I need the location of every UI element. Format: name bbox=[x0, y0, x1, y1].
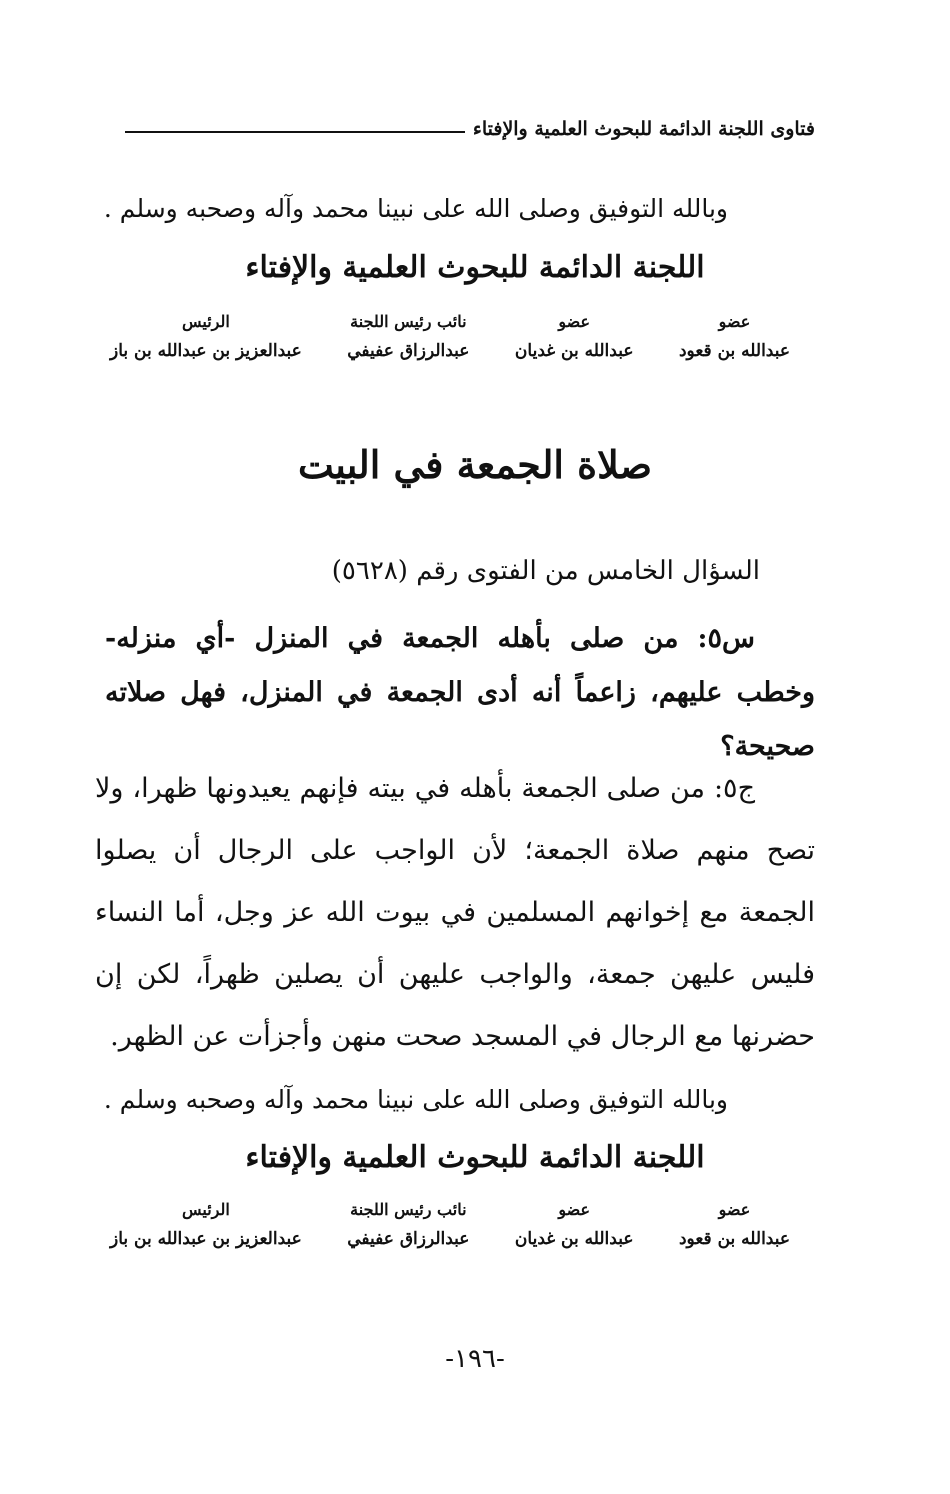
signature-role: عضو bbox=[558, 312, 591, 331]
answer-text: ج٥: من صلى الجمعة بأهله في بيته فإنهم يعيدونها ظهرا، ولا تصح منهم صلاة الجمعة؛ لأن الواجب على الرجال أن يصلوا الجمعة مع إخوانهم المسلمين في بيوت الله عز وجل، أما النساء فليس عليهن جمعة، والواجب عليهن أن يصلين ظهراً، لكن إن حضرنها مع الرجال في المسجد صحت منهن وأجزأت عن الظهر. bbox=[95, 773, 815, 1052]
signature-role: نائب رئيس اللجنة bbox=[350, 1200, 467, 1219]
section-title: صلاة الجمعة في البيت bbox=[297, 442, 653, 487]
signature-vice-chair bbox=[347, 312, 469, 361]
signature-name: عبدالله بن غديان bbox=[514, 1229, 634, 1249]
signatures-2 bbox=[110, 1200, 790, 1249]
signature-name: عبدالله بن قعود bbox=[678, 1229, 790, 1249]
signature-name: عبدالرزاق عفيفي bbox=[347, 1229, 470, 1249]
signature-chair bbox=[110, 312, 302, 361]
signature-name: عبدالعزيز بن عبدالله بن باز bbox=[110, 341, 302, 361]
signature-role: عضو bbox=[558, 1200, 591, 1219]
question-reference: السؤال الخامس من الفتوى رقم (٥٦٢٨) bbox=[331, 556, 760, 586]
committee-name-1: اللجنة الدائمة للبحوث العلمية والإفتاء bbox=[245, 250, 705, 285]
page-number: -١٩٦- bbox=[445, 1344, 505, 1374]
signature-vice-chair bbox=[347, 1200, 469, 1249]
signature-member-1 bbox=[679, 312, 790, 361]
signature-role: عضو bbox=[718, 312, 751, 331]
closing-formula-1: وبالله التوفيق وصلى الله على نبينا محمد وآله وصحبه وسلم . bbox=[103, 194, 728, 223]
signature-member-2 bbox=[515, 312, 634, 361]
signature-name: عبدالله بن غديان bbox=[514, 341, 634, 361]
signature-member-2 bbox=[515, 1200, 634, 1249]
signature-role: الرئيس bbox=[181, 1200, 230, 1219]
signature-role: نائب رئيس اللجنة bbox=[350, 312, 467, 331]
committee-name-2: اللجنة الدائمة للبحوث العلمية والإفتاء bbox=[245, 1140, 705, 1175]
signature-chair bbox=[110, 1200, 302, 1249]
signature-role: الرئيس bbox=[181, 312, 230, 331]
question-text: س٥: من صلى بأهله الجمعة في المنزل -أي منزله- وخطب عليهم، زاعماً أنه أدى الجمعة في المنزل، فهل صلاته صحيحة؟ bbox=[105, 623, 815, 762]
signature-name: عبدالرزاق عفيفي bbox=[347, 341, 470, 361]
signature-member-1 bbox=[679, 1200, 790, 1249]
signature-name: عبدالله بن قعود bbox=[678, 341, 790, 361]
header-rule bbox=[125, 131, 465, 133]
signature-name: عبدالعزيز بن عبدالله بن باز bbox=[110, 1229, 302, 1249]
closing-formula-2: وبالله التوفيق وصلى الله على نبينا محمد وآله وصحبه وسلم . bbox=[103, 1085, 728, 1114]
signature-role: عضو bbox=[718, 1200, 751, 1219]
running-header bbox=[125, 118, 815, 140]
signatures-1 bbox=[110, 312, 790, 361]
running-title: فتاوى اللجنة الدائمة للبحوث العلمية والإفتاء bbox=[472, 118, 815, 140]
